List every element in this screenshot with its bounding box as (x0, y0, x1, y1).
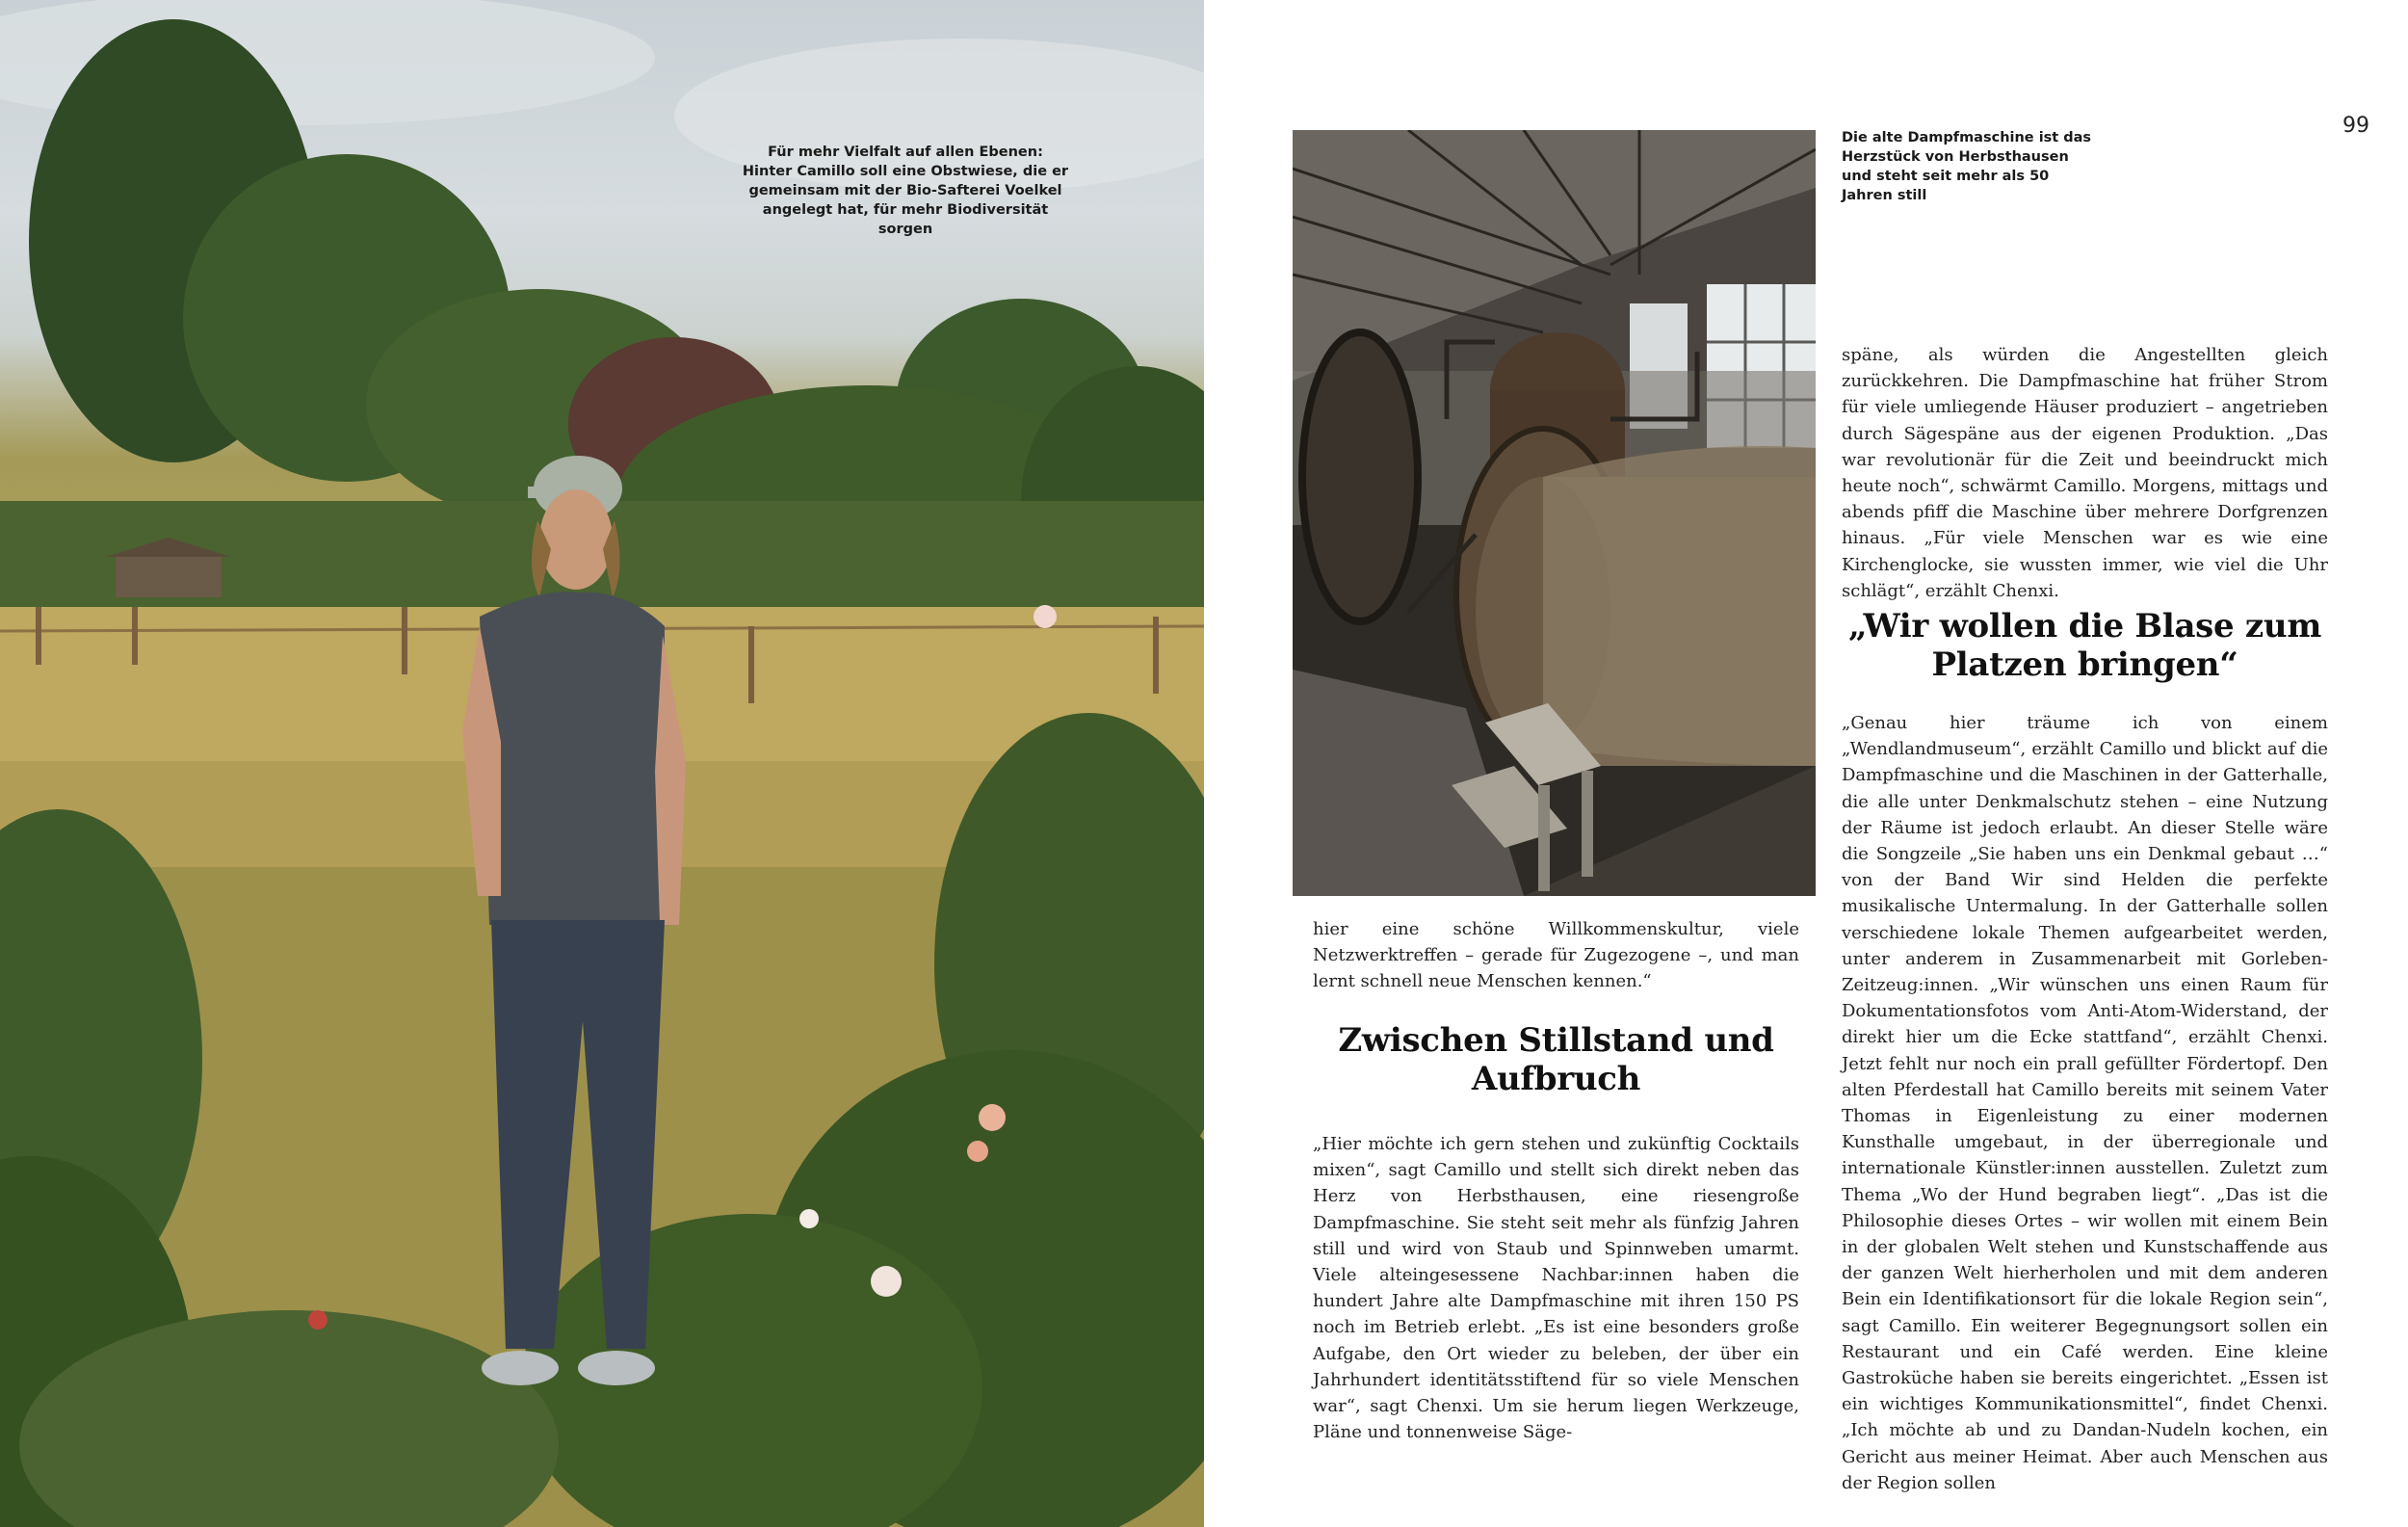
article-text-right-top (1842, 342, 2328, 604)
steam-engine-scene (1293, 130, 1816, 896)
section-heading-left: Zwischen Stillstand und Aufbruch (1338, 1021, 1774, 1098)
paragraph: hier eine schöne Willkommenskultur, viele Netzwerktreffen – gerade für Zugezogene –, und man lernt schnell neue Menschen kennen.“ (1313, 919, 1799, 992)
right-page (1204, 0, 2408, 1527)
article-text-right-body (1842, 710, 2328, 1496)
steam-engine-photo (1293, 130, 1816, 896)
section-heading-right: „Wir wollen die Blase zum Platzen bringen“ (1848, 607, 2321, 684)
article-text-left-body (1313, 1131, 1799, 1445)
article-text-left-top (1313, 916, 1799, 995)
photo-caption-right: Die alte Dampfmaschine ist das Herzstück von Herbsthausen und steht seit mehr als 50 Jahren still (1842, 130, 2092, 203)
paragraph: „Hier möchte ich gern stehen und zukünftig Cocktails mixen“, sagt Camillo und stellt sich direkt neben das Herz von Herbsthausen, eine riesengroße Dampfmaschine. Sie steht seit mehr als fünfzig Jahren still und wird von Staub und Spinnweben umarmt. Viele alteingesessene Nachbar:innen haben die hundert Jahre alte Dampfmaschine mit ihren 150 PS noch im Betrieb erlebt. „Es ist eine besonders große Aufgabe, den Ort wieder zu beleben, der über ein Jahrhundert identitätsstiftend für so viele Menschen war“, sagt Chenxi. Um sie herum liegen Werkzeuge, Pläne und tonnenweise Säge- (1313, 1134, 1799, 1443)
paragraph: „Genau hier träume ich von einem „Wendlandmuseum“, erzählt Camillo und blickt auf die Dampfmaschine und die Maschinen in der Gatterhalle, die alle unter Denkmalschutz stehen – eine Nutzung der Räume ist jedoch erlaubt. An dieser Stelle wäre die Songzeile „Sie haben uns ein Denkmal gebaut …“ von der Band Wir sind Helden die perfekte musikalische Untermalung. In der Gatterhalle sollen verschiedene lokale Themen aufgearbeitet werden, unter anderem in Zusammenarbeit mit Gorleben-Zeitzeug:innen. „Wir wünschen uns einen Raum für Dokumentationsfotos vom Anti-Atom-Widerstand, der direkt hier um die Ecke stattfand“, erzählt Chenxi. Jetzt fehlt nur noch ein prall gefüllter Fördertopf. Den alten Pferdestall hat Camillo bereits mit seinem Vater Thomas in Eigenleistung zu einer modernen Kunsthalle umgebaut, in der überregionale und internationale Künstler:innen ausstellen. Zuletzt zum Thema „Wo der Hund begraben liegt“. „Das ist die Philosophie dieses Ortes – wir wollen mit einem Bein in der globalen Welt stehen und Kunstschaffende aus der ganzen Welt hierherholen und mit dem anderen Bein ein Identifikationsort für die lokale Region sein“, sagt Camillo. Ein weiterer Begegnungsort sollen ein Restaurant und ein Café werden. Eine kleine Gastroküche haben sie bereits eingerichtet. „Essen ist ein wichtiges Kommunikationsmittel“, findet Chenxi. „Ich möchte ab und zu Dandan-Nudeln kochen, ein Gericht aus meiner Heimat. Aber auch Menschen aus der Region sollen (1842, 713, 2328, 1493)
photo-caption-left: Für mehr Vielfalt auf allen Ebenen: Hinter Camillo soll eine Obstwiese, die er gemeinsam mit der Bio-Safterei Voelkel angelegt hat, für mehr Biodiversität sorgen (742, 145, 1069, 237)
paragraph: späne, als würden die Angestellten gleich zurückkehren. Die Dampfmaschine hat früher Strom für viele umliegende Häuser produziert – angetrieben durch Sägespäne aus der eigenen Produktion. „Das war revolutionär für die Zeit und beeindruckt mich heute noch“, schwärmt Camillo. Morgens, mittags und abends pfiff die Maschine über mehrere Dorfgrenzen hinaus. „Für viele Menschen war es wie eine Kirchenglocke, sie wussten immer, wie viel die Uhr schlägt“, erzählt Chenxi. (1842, 345, 2328, 601)
page-number: 99 (2343, 114, 2369, 138)
